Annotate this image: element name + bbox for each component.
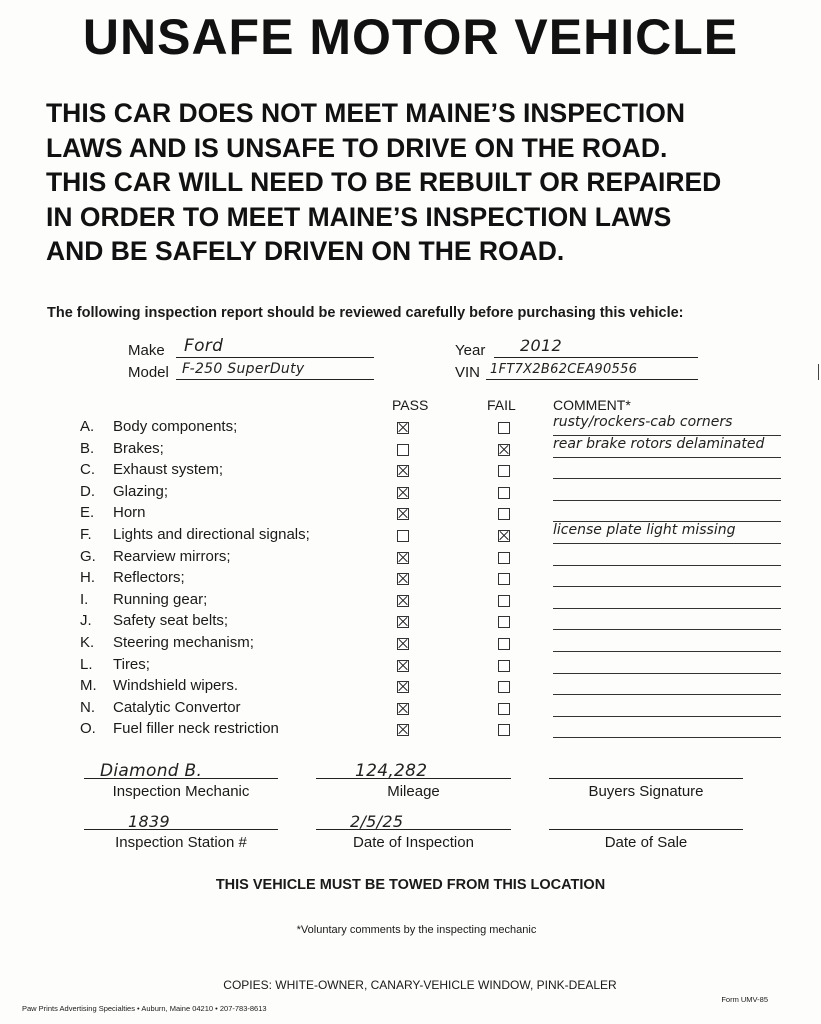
warning-line: IN ORDER TO MEET MAINE’S INSPECTION LAWS: [46, 201, 672, 232]
pass-header: PASS: [392, 397, 429, 413]
comment-line: [553, 716, 781, 717]
item-label: Rearview mirrors;: [113, 547, 231, 565]
inspection-row: [0, 461, 821, 482]
item-label: Exhaust system;: [113, 461, 224, 479]
station-line: [84, 829, 278, 830]
pass-checkbox[interactable]: [397, 444, 409, 456]
fail-header: FAIL: [487, 397, 516, 413]
form-title: UNSAFE MOTOR VEHICLE: [82, 9, 739, 65]
fail-checkbox[interactable]: [498, 724, 510, 736]
vin-label: VIN: [455, 364, 481, 381]
item-letter: M.: [80, 677, 97, 695]
item-label: Windshield wipers.: [113, 677, 239, 695]
item-letter: E.: [80, 504, 95, 522]
comment-text[interactable]: rear brake rotors delaminated: [553, 435, 765, 452]
mechanic-label: Inspection Mechanic: [112, 783, 250, 800]
fail-checkbox[interactable]: [498, 660, 510, 672]
mileage-value[interactable]: 124,282: [355, 761, 428, 781]
comment-line: [553, 694, 781, 695]
make-label: Make: [128, 342, 165, 359]
pass-checkbox[interactable]: [397, 552, 409, 564]
item-label: Running gear;: [113, 590, 208, 608]
item-label: Safety seat belts;: [113, 612, 229, 630]
model-value[interactable]: F-250 SuperDuty: [182, 361, 305, 377]
mechanic-line: [84, 778, 278, 779]
pass-checkbox[interactable]: [397, 465, 409, 477]
model-label: Model: [128, 364, 169, 381]
inspection-row: [0, 699, 821, 720]
fail-checkbox[interactable]: [498, 487, 510, 499]
inspection-row: [0, 656, 821, 677]
pass-checkbox[interactable]: [397, 487, 409, 499]
footnote: *Voluntary comments by the inspecting mechanic: [296, 924, 537, 936]
item-letter: G.: [80, 547, 96, 565]
make-line: [176, 357, 374, 358]
intro-text: The following inspection report should be reviewed carefully before purchasing this vehicle:: [47, 305, 684, 321]
inspection-row: [0, 634, 821, 655]
inspection-row: [0, 612, 821, 633]
comment-line: [553, 543, 781, 544]
comment-line: [553, 673, 781, 674]
margin-mark: [818, 364, 819, 380]
pass-checkbox[interactable]: [397, 573, 409, 585]
item-letter: D.: [80, 482, 95, 500]
fail-checkbox[interactable]: [498, 616, 510, 628]
comment-text[interactable]: license plate light missing: [553, 522, 736, 538]
warning-line: THIS CAR WILL NEED TO BE REBUILT OR REPAIRED: [46, 167, 722, 197]
inspection-date-line: [316, 829, 511, 830]
inspection-row: [0, 591, 821, 612]
item-label: Reflectors;: [113, 569, 185, 587]
sale-date-line: [549, 829, 743, 830]
warning-line: LAWS AND IS UNSAFE TO DRIVE ON THE ROAD.: [46, 132, 668, 163]
comment-line: [553, 586, 781, 587]
item-letter: L.: [80, 655, 93, 673]
comment-line: [553, 457, 781, 458]
buyer-label: Buyers Signature: [588, 783, 704, 800]
mileage-label: Mileage: [387, 783, 440, 800]
fail-checkbox[interactable]: [498, 444, 510, 456]
comment-line: [553, 651, 781, 652]
mechanic-signature[interactable]: Diamond B.: [100, 761, 203, 781]
fail-checkbox[interactable]: [498, 638, 510, 650]
item-label: Tires;: [113, 655, 150, 673]
item-label: Fuel filler neck restriction: [113, 720, 279, 738]
buyer-line: [549, 778, 743, 779]
pass-checkbox[interactable]: [397, 422, 409, 434]
fail-checkbox[interactable]: [498, 422, 510, 434]
pass-checkbox[interactable]: [397, 724, 409, 736]
item-letter: C.: [80, 461, 95, 479]
model-line: [176, 379, 374, 380]
year-line: [494, 357, 698, 358]
inspection-date-value[interactable]: 2/5/25: [350, 812, 404, 831]
comment-line: [553, 565, 781, 566]
inspection-date-label: Date of Inspection: [353, 834, 474, 851]
station-label: Inspection Station #: [115, 834, 247, 851]
fail-checkbox[interactable]: [498, 573, 510, 585]
towed-notice: THIS VEHICLE MUST BE TOWED FROM THIS LOCATION: [215, 877, 606, 893]
item-label: Body components;: [113, 418, 238, 435]
vin-line: [486, 379, 698, 380]
pass-checkbox[interactable]: [397, 638, 409, 650]
printer-credit: Paw Prints Advertising Specialties • Auburn, Maine 04210 • 207-783-8613: [22, 1004, 267, 1013]
item-label: Brakes;: [113, 439, 164, 457]
item-letter: H.: [80, 569, 95, 587]
item-letter: N.: [80, 698, 95, 716]
item-letter: K.: [80, 634, 95, 651]
comment-line: [553, 500, 781, 501]
comment-text[interactable]: rusty/rockers-cab corners: [553, 414, 733, 430]
inspection-row: [0, 677, 821, 698]
item-letter: I.: [80, 590, 89, 608]
pass-checkbox[interactable]: [397, 616, 409, 628]
fail-checkbox[interactable]: [498, 508, 510, 520]
item-letter: A.: [80, 418, 95, 435]
copies-text: COPIES: WHITE-OWNER, CANARY-VEHICLE WINDOW, PINK-DEALER: [223, 978, 617, 992]
pass-checkbox[interactable]: [397, 660, 409, 672]
item-label: Glazing;: [113, 482, 169, 500]
year-label: Year: [455, 342, 486, 359]
item-letter: J.: [80, 612, 92, 630]
item-label: Horn: [113, 504, 146, 522]
make-value[interactable]: Ford: [184, 336, 224, 356]
comment-line: [553, 629, 781, 630]
fail-checkbox[interactable]: [498, 465, 510, 477]
inspection-row: [0, 548, 821, 569]
inspection-row: [0, 720, 821, 741]
item-label: Lights and directional signals;: [113, 526, 310, 543]
vin-value[interactable]: 1FT7X2B62CEA90556: [490, 362, 638, 377]
item-label: Steering mechanism;: [113, 634, 254, 651]
pass-checkbox[interactable]: [397, 681, 409, 693]
pass-checkbox[interactable]: [397, 595, 409, 607]
comment-line: [553, 608, 781, 609]
fail-checkbox[interactable]: [498, 595, 510, 607]
inspection-row: [0, 435, 821, 461]
sale-date-label: Date of Sale: [604, 834, 688, 851]
fail-checkbox[interactable]: [498, 552, 510, 564]
warning-text: [46, 96, 806, 269]
inspection-row: [0, 483, 821, 504]
warning-line: AND BE SAFELY DRIVEN ON THE ROAD.: [46, 236, 565, 266]
fail-checkbox[interactable]: [498, 703, 510, 715]
warning-line: THIS CAR DOES NOT MEET MAINE’S INSPECTION: [46, 98, 685, 128]
item-letter: B.: [80, 439, 95, 457]
pass-checkbox[interactable]: [397, 530, 409, 542]
inspection-row: [0, 522, 821, 547]
pass-checkbox[interactable]: [397, 508, 409, 520]
station-value[interactable]: 1839: [128, 812, 170, 831]
comment-line: [553, 737, 781, 738]
mileage-line: [316, 778, 511, 779]
comment-line: [553, 478, 781, 479]
item-label: Catalytic Convertor: [113, 698, 241, 716]
item-letter: F.: [80, 526, 92, 543]
form-number: Form UMV-85: [721, 995, 768, 1004]
fail-checkbox[interactable]: [498, 530, 510, 542]
item-letter: O.: [80, 720, 96, 738]
year-value[interactable]: 2012: [520, 336, 562, 355]
fail-checkbox[interactable]: [498, 681, 510, 693]
pass-checkbox[interactable]: [397, 703, 409, 715]
inspection-row: [0, 569, 821, 590]
comment-header: COMMENT*: [553, 397, 631, 413]
